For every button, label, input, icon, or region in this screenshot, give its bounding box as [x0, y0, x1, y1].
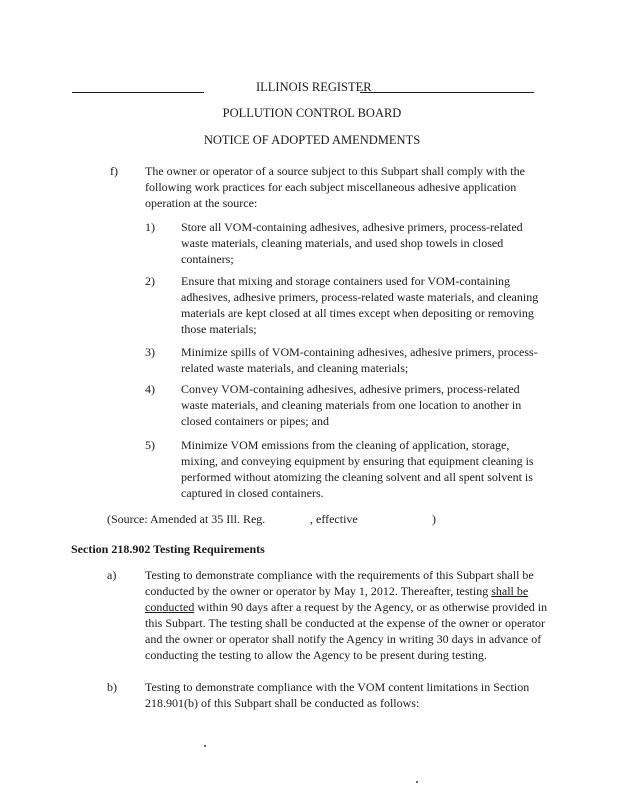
scan-speck — [416, 781, 418, 783]
section-f-label: f) — [110, 164, 118, 178]
scan-speck — [204, 745, 206, 747]
item-4-text: Convey VOM-containing adhesives, adhesive primers, process-related waste materials, and cleaning materials from one location to another in closed containers or pipes; and — [181, 382, 522, 428]
item-1-number: 1) — [145, 220, 155, 234]
notice-title: NOTICE OF ADOPTED AMENDMENTS — [203, 133, 421, 147]
item-2-number: 2) — [145, 274, 155, 288]
item-2-text: Ensure that mixing and storage containers used for VOM-containing adhesives, adhesive primers, process-related waste materials, and cleaning materials are kept closed at all times except when depositing or removing those materials; — [181, 274, 539, 336]
item-3-text: Minimize spills of VOM-containing adhesives, adhesive primers, process-related waste materials, and cleaning materials; — [181, 345, 538, 375]
source-note-effective: , effective — [310, 512, 358, 526]
item-4-number: 4) — [145, 382, 155, 396]
subsection-a-text-part2: within 90 days after a request by the Agency, or as otherwise provided in this Subpart. The testing shall be conducted at the expense of the owner or operator and the owner or operator shall notify the Agency in writing 30 days in advance of conducting the testing to allow the Agency to be present during testing. — [145, 600, 548, 662]
register-title: ILLINOIS REGISTER — [256, 80, 372, 94]
subsection-b-label: b) — [107, 680, 117, 694]
subsection-b-text: Testing to demonstrate compliance with the VOM content limitations in Section 218.901(b) of this Subpart shall be conducted as follows: — [145, 680, 530, 710]
header-rule-right — [360, 92, 534, 93]
item-5-text: Minimize VOM emissions from the cleaning of application, storage, mixing, and conveying equipment by ensuring that equipment cleaning is performed without atomizing the cleaning solvent and all spent solvent is captured in closed containers. — [181, 438, 534, 500]
section-f-intro: The owner or operator of a source subject to this Subpart shall comply with the following work practices for each subject miscellaneous adhesive application operation at the source: — [145, 164, 525, 210]
subsection-a-text-part1: Testing to demonstrate compliance with the requirements of this Subpart shall be conducted by the owner or operator by May 1, 2012. Thereafter, testing — [145, 568, 534, 598]
header-rule-left — [72, 92, 204, 93]
section-heading: Section 218.902 Testing Requirements — [71, 542, 265, 556]
inserted-text-underlined: shall be conducted — [145, 584, 529, 614]
subsection-a-text — [145, 567, 548, 663]
item-1-text: Store all VOM-containing adhesives, adhesive primers, process-related waste materials, cleaning materials, and used shop towels in closed containers; — [181, 220, 523, 266]
item-3-number: 3) — [145, 345, 155, 359]
item-5-number: 5) — [145, 438, 155, 452]
source-note-prefix: (Source: Amended at 35 Ill. Reg. — [107, 512, 266, 526]
board-title: POLLUTION CONTROL BOARD — [222, 106, 402, 120]
source-note-close: ) — [432, 512, 436, 526]
subsection-a-label: a) — [107, 568, 117, 582]
